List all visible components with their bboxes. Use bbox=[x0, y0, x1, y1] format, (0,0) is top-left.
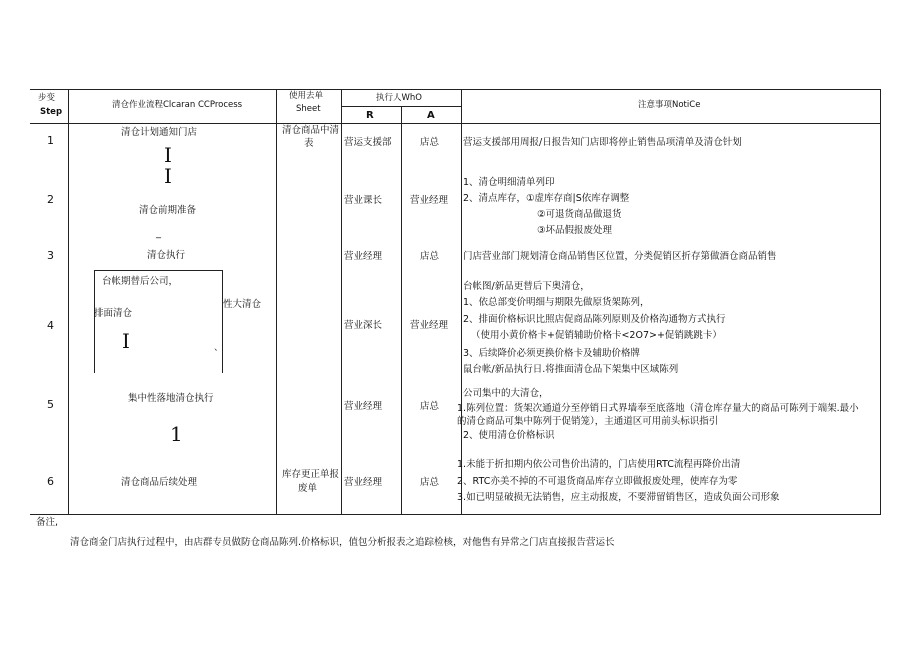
header-who: 执行人WhO bbox=[376, 93, 422, 103]
notice-line: 2、清点库存，①虚库存商|S依库存调整 bbox=[463, 193, 630, 204]
flow-bar-mark: I bbox=[122, 329, 130, 353]
sheet-name: 库存更正单报 bbox=[282, 469, 340, 480]
header-bottom-border bbox=[30, 123, 881, 124]
notice-line: 营运支援部用周报/日报告知门店即将停止销售品项清单及清仓针划 bbox=[463, 137, 742, 148]
notice-line: 1.陈列位置：货架次通道分至停销日式界墙奉至底落地（清仓库存量大的商品可陈列于端架.最小 bbox=[457, 403, 859, 414]
table-bottom-border bbox=[30, 514, 881, 515]
responsible-person: 营运支援部 bbox=[344, 137, 392, 148]
notice-line: 1.未能于折扣期内依公司售价出清的，门店使用RTC流程再降价出清 bbox=[457, 459, 741, 470]
notice-line: 2、使用清仓价格标识 bbox=[463, 430, 555, 441]
responsible-person: 营业经理 bbox=[344, 477, 383, 488]
process-step: 清仓前期准备 bbox=[139, 205, 197, 216]
notice-line: 门店营业部门规划清仓商品销售区位置，分类促销区折存第做酒仓商品销售 bbox=[463, 251, 777, 262]
process-step: 性大清仓 bbox=[223, 299, 262, 310]
header-sheet-en: Sheet bbox=[296, 104, 321, 114]
step-number: 2 bbox=[47, 193, 54, 206]
col-border-sheet bbox=[341, 89, 342, 515]
process-step: 集中性落地清仓执行 bbox=[128, 393, 214, 404]
header-process: 清仓作业流程Clcaran CCProcess bbox=[112, 100, 243, 110]
flow-bar-mark: 1 bbox=[170, 422, 183, 446]
table-right-border bbox=[880, 89, 881, 515]
header-step-en: Step bbox=[40, 107, 63, 117]
footer-label: 备注, bbox=[36, 517, 59, 528]
notice-line: 的清仓商品可集中陈列于促销笼），主通道区可用前头标识指引 bbox=[457, 416, 719, 427]
header-sheet: 使用去单 bbox=[289, 91, 324, 101]
header-notice: 注意事项NotiCe bbox=[638, 100, 701, 110]
step4-box-left bbox=[94, 270, 95, 373]
notice-line: 公司集中的大清仓， bbox=[463, 388, 549, 399]
step-number: 1 bbox=[47, 134, 54, 147]
process-step: 清仓执行 bbox=[147, 250, 186, 261]
responsible-person: 营业经理 bbox=[344, 251, 383, 262]
col-border-process bbox=[276, 89, 277, 515]
responsible-person: 营业经理 bbox=[344, 401, 383, 412]
notice-line: 3.如已明显破损无法销售，应主动报废，不要滞留销售区，造成负面公司形象 bbox=[457, 492, 780, 503]
flow-bar-mark: I bbox=[164, 143, 172, 167]
col-border-step bbox=[68, 89, 69, 515]
notice-line: 3、后续降价必须更换价格卡及辅助价格牌 bbox=[463, 348, 641, 359]
responsible-person: 营业深长 bbox=[344, 320, 383, 331]
col-border-r bbox=[401, 106, 402, 515]
process-step: 台帐期替后公司， bbox=[102, 276, 179, 287]
accountable-person: 店总 bbox=[420, 401, 440, 412]
notice-line: ②可退货商品做退货 bbox=[537, 209, 622, 220]
step-number: 3 bbox=[47, 249, 54, 262]
flow-tick-mark: 、 bbox=[214, 343, 224, 353]
notice-line: ③坏品假报废处理 bbox=[537, 225, 613, 236]
process-step: 清仓商品后续处理 bbox=[121, 477, 198, 488]
header-a: A bbox=[427, 110, 435, 121]
responsible-person: 营业课长 bbox=[344, 195, 383, 206]
step-number: 4 bbox=[47, 319, 54, 332]
step-number: 6 bbox=[47, 475, 54, 488]
step-number: 5 bbox=[47, 398, 54, 411]
sheet-name: 废单 bbox=[298, 483, 318, 494]
notice-line: 2、排面价格标识比照店促商品陈列原则及价格沟通物方式执行 bbox=[463, 314, 726, 325]
notice-line: 1、依总部变价明细与期限先做原货架陈列， bbox=[463, 297, 650, 308]
notice-line: 鼠台帐/新品执行日.将推面清仓品下架集中区域陈列 bbox=[463, 364, 679, 375]
notice-line: 1、清仓明细清单列印 bbox=[463, 177, 555, 188]
accountable-person: 营业经理 bbox=[410, 195, 449, 206]
header-step: 步变 bbox=[38, 93, 56, 103]
col-border-a bbox=[461, 89, 462, 515]
step4-box-right bbox=[222, 270, 223, 373]
process-step: 清仓计划通知门店 bbox=[121, 127, 198, 138]
accountable-person: 店总 bbox=[420, 251, 440, 262]
notice-line: 2、RTC亦美不掉的不可退货商品库存立即做报废处理，使库存为零 bbox=[457, 476, 738, 487]
flow-bar-mark: I bbox=[164, 164, 172, 188]
footer-text: 清仓商金门店执行过程中，由店群专员做防仓商品陈列.价格标识，值包分析报表之追踪检核，对他售有异常之门店直接报告营运长 bbox=[70, 537, 615, 548]
table-top-border bbox=[30, 89, 881, 90]
notice-line: （使用小黄价格卡+促销辅助价格卡<2O7>+促销跳跳卡） bbox=[471, 330, 722, 341]
sheet-name: 清仓商品中清 bbox=[282, 125, 340, 136]
accountable-person: 营业经理 bbox=[410, 320, 449, 331]
flow-dash-mark: _ bbox=[156, 228, 161, 239]
step4-box-top bbox=[94, 270, 222, 271]
notice-line: 台帐图/新品更替后下奥清仓， bbox=[463, 281, 590, 292]
accountable-person: 店总 bbox=[420, 137, 440, 148]
accountable-person: 店总 bbox=[420, 477, 440, 488]
process-step: 排面清仓 bbox=[94, 308, 133, 319]
sheet-name: 表 bbox=[304, 138, 314, 149]
header-r: R bbox=[366, 110, 374, 121]
